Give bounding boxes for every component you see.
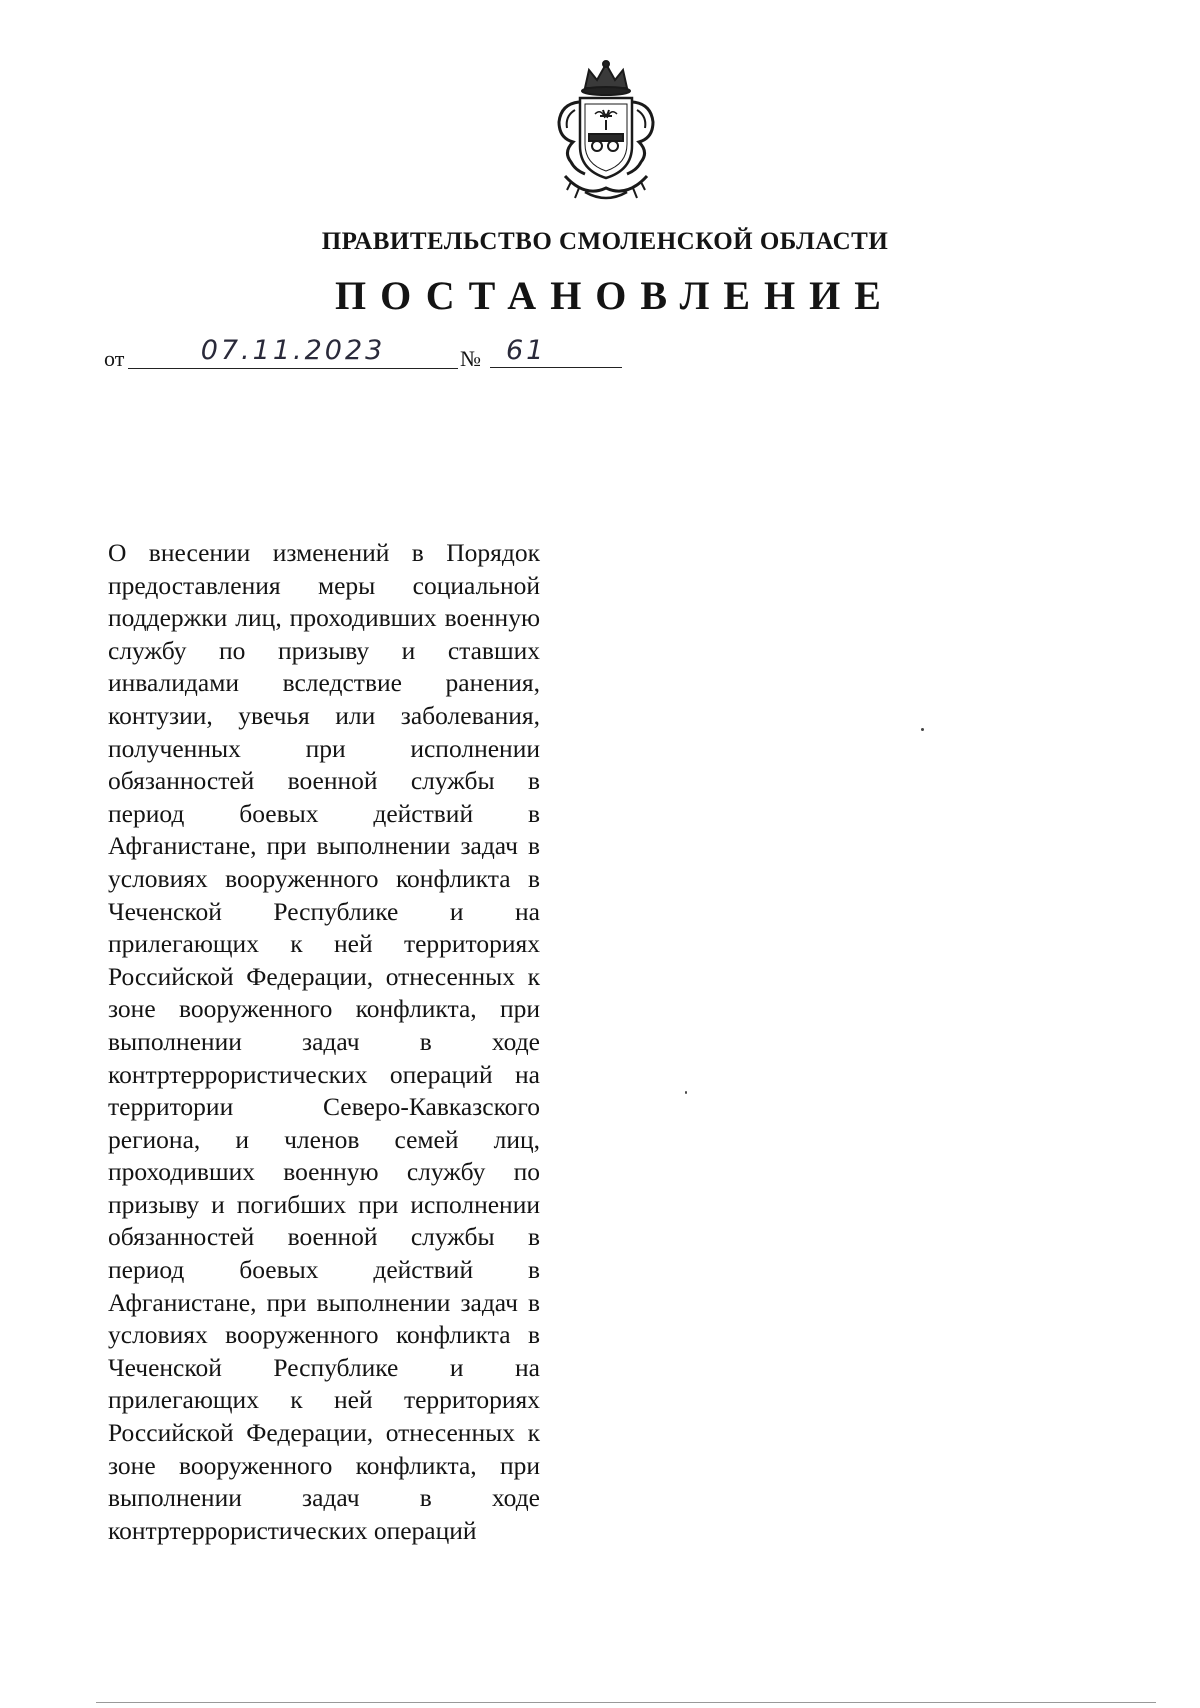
scan-speck (921, 728, 924, 731)
document-type: ПОСТАНОВЛЕНИЕ (335, 273, 895, 318)
number-value: 61 (490, 334, 622, 368)
document-subject: О внесении изменений в Порядок предоставления меры социальной поддержки лиц, проходивших военную службу по призыву и ставших инвалидами вследствие ранения, контузии, увечья или заболевания, полученных при исполнении обязанностей военной службы в период боевых действий в Афганистане, при выполнении задач в условиях вооруженного конфликта в Чеченской Республике и на прилегающих к ней территориях Российской Федерации, отнесенных к зоне вооруженного конфликта, при выполнении задач в ходе контртеррористических операций на территории Северо-Кавказского региона, и членов семей лиц, проходивших военную службу по призыву и погибших при исполнении обязанностей военной службы в период боевых действий в Афганистане, при выполнении задач в условиях вооруженного конфликта в Чеченской Республике и на прилегающих к ней территориях Российской Федерации, отнесенных к зоне вооруженного конфликта, при выполнении задач в ходе контртеррористических операций (108, 538, 540, 1545)
date-label: от (104, 346, 125, 371)
page-bottom-edge (96, 1702, 1156, 1703)
scan-speck (685, 1091, 687, 1094)
number-label: № (460, 346, 481, 371)
date-value: 07.11.2023 (128, 334, 458, 369)
coat-of-arms-emblem (545, 58, 667, 208)
organization-title: ПРАВИТЕЛЬСТВО СМОЛЕНСКОЙ ОБЛАСТИ (321, 228, 889, 255)
